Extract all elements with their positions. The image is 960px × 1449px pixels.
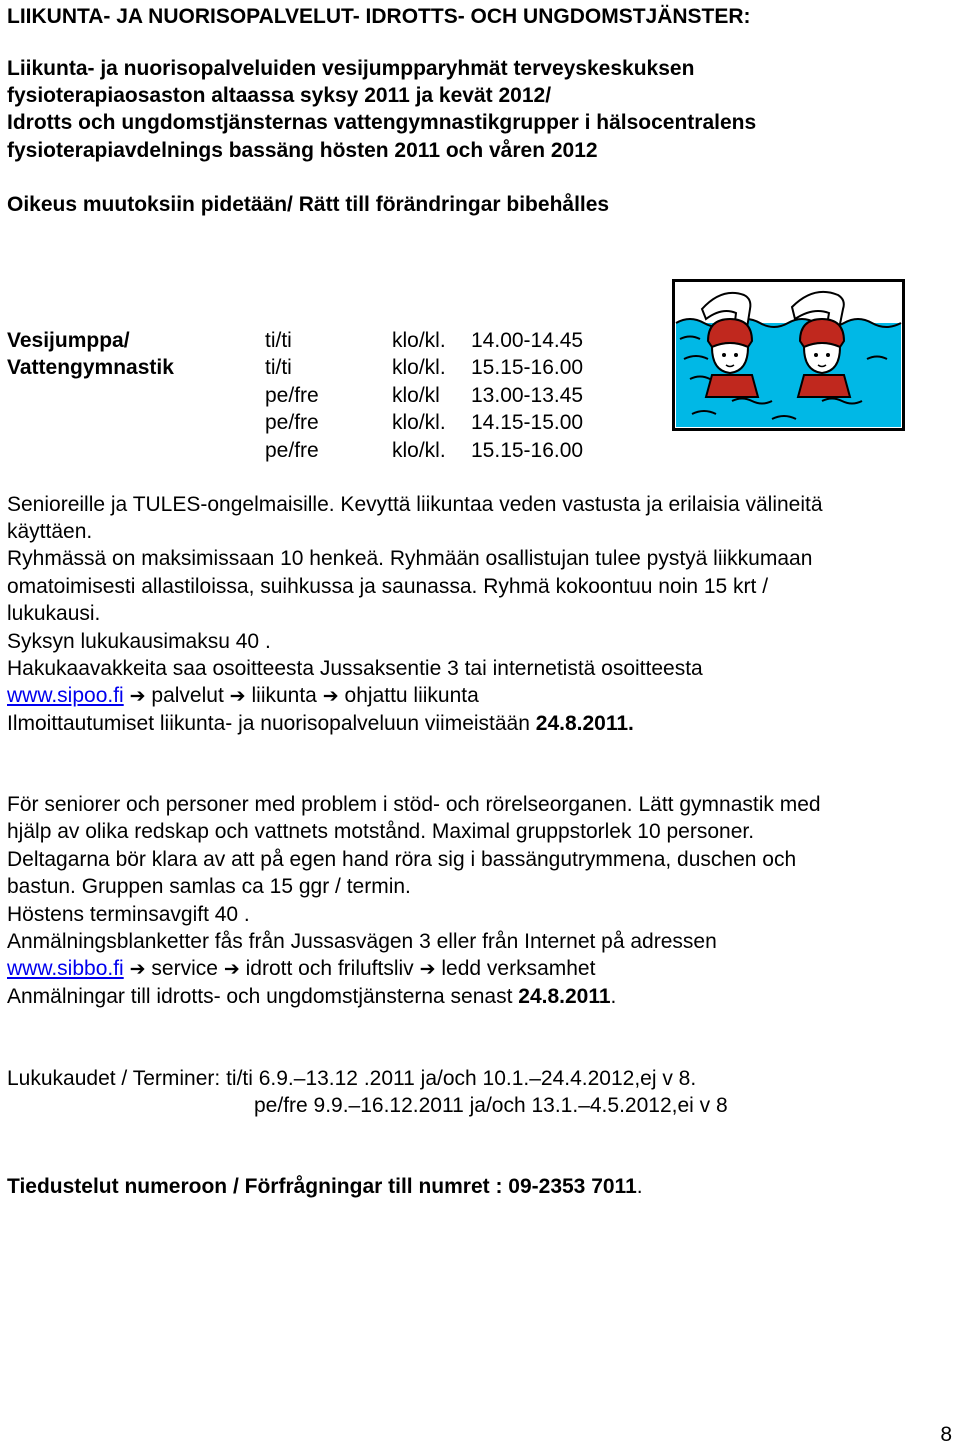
contact-suffix: . <box>636 1175 643 1198</box>
subtitle-line-2: fysioterapiaosaston altaassa syksy 2011 ja kevät 2012/ <box>7 84 552 107</box>
sipoo-link[interactable]: www.sipoo.fi <box>7 684 124 707</box>
arrow-right-icon: ➔ <box>229 686 246 707</box>
sv-deadline <box>7 983 616 1010</box>
sv-deadline-text: Anmälningar till idrotts- och ungdomstjänsterna senast <box>7 985 519 1008</box>
sv-deadline-suffix: . <box>610 985 617 1008</box>
nav-step: liikunta <box>251 684 317 707</box>
schedule-time: 13.00-13.45 <box>471 384 584 407</box>
arrow-right-icon: ➔ <box>419 959 436 980</box>
schedule-time: 14.00-14.45 <box>471 329 584 352</box>
sv-line-6: Anmälningsblanketter fås från Jussasvägen 3 eller från Internet på adressen <box>7 930 717 953</box>
schedule-klo: klo/kl. <box>392 329 446 352</box>
schedule-time: 15.15-16.00 <box>471 439 584 462</box>
schedule-day: pe/fre <box>265 411 319 434</box>
schedule-day: ti/ti <box>265 356 292 379</box>
fi-line-4: omatoimisesti allastiloissa, suihkussa ja saunassa. Ryhmä kokoontuu noin 15 krt / <box>7 575 769 598</box>
schedule-klo: klo/kl <box>392 384 440 407</box>
sv-line-3: Deltagarna bör klara av att på egen hand röra sig i bassängutrymmena, duschen och <box>7 848 797 871</box>
fi-line-2: käyttäen. <box>7 520 93 543</box>
terms-line-1: Lukukaudet / Terminer: ti/ti 6.9.–13.12 .2011 ja/och 10.1.–24.4.2012,ej v 8. <box>7 1067 697 1090</box>
fi-fee: Syksyn lukukausimaksu 40 . <box>7 630 271 653</box>
nav-step: ledd verksamhet <box>441 957 596 980</box>
contact-line <box>7 1173 643 1200</box>
sv-deadline-date: 24.8.2011 <box>518 985 611 1008</box>
sv-line-4: bastun. Gruppen samlas ca 15 ggr / termin. <box>7 875 411 898</box>
schedule-time: 14.15-15.00 <box>471 411 584 434</box>
schedule-klo: klo/kl. <box>392 439 446 462</box>
schedule-day: pe/fre <box>265 439 319 462</box>
fi-line-1: Senioreille ja TULES-ongelmaisille. Kevyttä liikuntaa veden vastusta ja erilaisia välineitä <box>7 493 823 516</box>
fi-line-5: lukukausi. <box>7 602 101 625</box>
subtitle-line-4: fysioterapiavdelnings bassäng hösten 2011 och våren 2012 <box>7 139 598 162</box>
schedule-name-2: Vattengymnastik <box>7 356 174 379</box>
arrow-right-icon: ➔ <box>322 686 339 707</box>
schedule-day: ti/ti <box>265 329 292 352</box>
nav-step: ohjattu liikunta <box>344 684 479 707</box>
arrow-right-icon: ➔ <box>129 959 146 980</box>
sv-fee: Höstens terminsavgift 40 . <box>7 903 250 926</box>
nav-step: palvelut <box>151 684 224 707</box>
fi-deadline-text: Ilmoittautumiset liikunta- ja nuorisopalveluun viimeistään <box>7 712 536 735</box>
sv-line-1: För seniorer och personer med problem i stöd- och rörelseorganen. Lätt gymnastik med <box>7 793 821 816</box>
swimmers-illustration <box>672 279 905 431</box>
arrow-right-icon: ➔ <box>223 959 240 980</box>
subtitle-line-1: Liikunta- ja nuorisopalveluiden vesijumpparyhmät terveyskeskuksen <box>7 57 695 80</box>
schedule-time: 15.15-16.00 <box>471 356 584 379</box>
subtitle-line-3: Idrotts och ungdomstjänsternas vattengymnastikgrupper i hälsocentralens <box>7 111 757 134</box>
fi-line-3: Ryhmässä on maksimissaan 10 henkeä. Ryhmään osallistujan tulee pystyä liikkumaan <box>7 547 813 570</box>
schedule-name-1: Vesijumppa/ <box>7 329 130 352</box>
arrow-right-icon: ➔ <box>129 686 146 707</box>
rights-note: Oikeus muutoksiin pidetään/ Rätt till förändringar bibehålles <box>7 193 610 216</box>
fi-link-line <box>7 682 479 710</box>
sv-link-line <box>7 955 595 983</box>
fi-line-7: Hakukaavakkeita saa osoitteesta Jussaksentie 3 tai internetistä osoitteesta <box>7 657 703 680</box>
sv-line-2: hjälp av olika redskap och vattnets motstånd. Maximal gruppstorlek 10 personer. <box>7 820 755 843</box>
schedule-klo: klo/kl. <box>392 356 446 379</box>
contact-text: Tiedustelut numeroon / Förfrågningar till numret : 09-2353 7011 <box>7 1175 637 1198</box>
nav-step: idrott och friluftsliv <box>245 957 414 980</box>
fi-deadline-date: 24.8.2011. <box>535 712 634 735</box>
sibbo-link[interactable]: www.sibbo.fi <box>7 957 124 980</box>
page-number: 8 <box>940 1423 952 1446</box>
schedule-klo: klo/kl. <box>392 411 446 434</box>
schedule-day: pe/fre <box>265 384 319 407</box>
nav-step: service <box>151 957 218 980</box>
page-title: LIIKUNTA- JA NUORISOPALVELUT- IDROTTS- OCH UNGDOMSTJÄNSTER: <box>7 5 751 28</box>
fi-deadline <box>7 710 634 737</box>
terms-line-2: pe/fre 9.9.–16.12.2011 ja/och 13.1.–4.5.2012,ei v 8 <box>254 1094 728 1117</box>
